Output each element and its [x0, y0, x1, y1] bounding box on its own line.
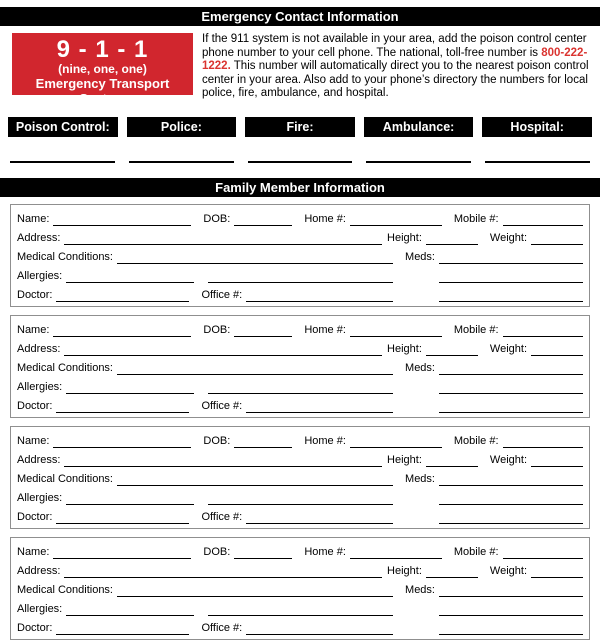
height-label: Height:: [387, 453, 422, 466]
meds-field[interactable]: [439, 474, 583, 486]
member-row-address: [17, 232, 583, 245]
mobile-phone-label: Mobile #:: [453, 212, 499, 225]
intro-text-before: If the 911 system is not available in your area, add the poison control center phone number to your cell phone. The national, toll-free number is: [202, 33, 587, 59]
family-member-block: [10, 537, 590, 640]
member-row-address: [17, 454, 583, 467]
fire-field[interactable]: [248, 161, 353, 163]
member-row-doctor: [17, 400, 583, 413]
dob-field[interactable]: [234, 214, 292, 226]
meds-field[interactable]: [439, 585, 583, 597]
meds-label: Meds:: [405, 250, 435, 263]
member-row-allergies: [17, 603, 583, 616]
allergies-field[interactable]: [66, 493, 194, 505]
office-phone-label: Office #:: [201, 621, 243, 634]
height-label: Height:: [387, 342, 422, 355]
meds-field-2[interactable]: [439, 493, 583, 505]
family-section-title: Family Member Information: [0, 178, 600, 197]
dob-field[interactable]: [234, 547, 292, 559]
emergency-contact-fields: [10, 161, 590, 163]
allergies-field[interactable]: [66, 382, 194, 394]
height-field[interactable]: [426, 344, 478, 356]
allergies-label: Allergies:: [17, 380, 63, 393]
emergency-contact-labels: [8, 117, 592, 137]
allergies-field[interactable]: [66, 604, 194, 616]
member-row-identity: [17, 435, 583, 448]
member-row-doctor: [17, 289, 583, 302]
intro-section: [12, 33, 590, 106]
allergies-label: Allergies:: [17, 491, 63, 504]
medical-conditions-label: Medical Conditions:: [17, 472, 113, 485]
member-row-identity: [17, 546, 583, 559]
home-phone-field[interactable]: [350, 214, 442, 226]
office-phone-field[interactable]: [246, 401, 393, 413]
meds-field-2[interactable]: [439, 382, 583, 394]
allergies-label: Allergies:: [17, 269, 63, 282]
dob-label: DOB:: [203, 323, 231, 336]
doctor-field[interactable]: [56, 290, 189, 302]
allergies-field-2[interactable]: [208, 382, 393, 394]
member-row-address: [17, 565, 583, 578]
doctor-label: Doctor:: [17, 399, 53, 412]
address-label: Address:: [17, 564, 61, 577]
name-label: Name:: [17, 323, 50, 336]
medical-conditions-label: Medical Conditions:: [17, 250, 113, 263]
doctor-field[interactable]: [56, 401, 189, 413]
member-row-address: [17, 343, 583, 356]
mobile-phone-label: Mobile #:: [453, 434, 499, 447]
address-field[interactable]: [64, 566, 382, 578]
doctor-label: Doctor:: [17, 621, 53, 634]
fire-label: Fire:: [245, 117, 355, 137]
meds-field-3[interactable]: [439, 401, 583, 413]
medical-conditions-field[interactable]: [117, 252, 393, 264]
medical-conditions-label: Medical Conditions:: [17, 583, 113, 596]
name-field[interactable]: [53, 547, 191, 559]
mobile-phone-label: Mobile #:: [453, 323, 499, 336]
family-members-list: [10, 204, 590, 640]
office-phone-label: Office #:: [201, 510, 243, 523]
office-phone-label: Office #:: [201, 288, 243, 301]
mobile-phone-field[interactable]: [503, 325, 583, 337]
allergies-field-2[interactable]: [208, 493, 393, 505]
weight-field[interactable]: [531, 233, 583, 245]
member-row-doctor: [17, 511, 583, 524]
home-phone-field[interactable]: [350, 325, 442, 337]
medical-conditions-label: Medical Conditions:: [17, 361, 113, 374]
doctor-field[interactable]: [56, 623, 189, 635]
allergies-field-2[interactable]: [208, 604, 393, 616]
meds-field-2[interactable]: [439, 604, 583, 616]
ambulance-field[interactable]: [366, 161, 471, 163]
dob-label: DOB:: [203, 545, 231, 558]
family-member-block: [10, 315, 590, 418]
dob-label: DOB:: [203, 434, 231, 447]
address-field[interactable]: [64, 344, 382, 356]
badge-911-label: Emergency Transport System: [35, 76, 170, 106]
dob-field[interactable]: [234, 436, 292, 448]
home-phone-label: Home #:: [304, 434, 346, 447]
medical-conditions-field[interactable]: [117, 363, 393, 375]
poison-control-label: Poison Control:: [8, 117, 118, 137]
office-phone-field[interactable]: [246, 512, 393, 524]
name-field[interactable]: [53, 325, 191, 337]
badge-911-phonetic: (nine, one, one): [58, 62, 147, 76]
meds-label: Meds:: [405, 361, 435, 374]
allergies-field[interactable]: [66, 271, 194, 283]
weight-field[interactable]: [531, 455, 583, 467]
member-row-medical: [17, 584, 583, 597]
intro-paragraph: [202, 33, 590, 101]
meds-field-3[interactable]: [439, 623, 583, 635]
home-phone-field[interactable]: [350, 436, 442, 448]
weight-field[interactable]: [531, 566, 583, 578]
meds-field[interactable]: [439, 252, 583, 264]
dob-label: DOB:: [203, 212, 231, 225]
home-phone-label: Home #:: [304, 323, 346, 336]
meds-label: Meds:: [405, 472, 435, 485]
weight-label: Weight:: [489, 342, 527, 355]
member-row-doctor: [17, 622, 583, 635]
page-title: Emergency Contact Information: [0, 7, 600, 26]
meds-field-2[interactable]: [439, 271, 583, 283]
name-field[interactable]: [53, 214, 191, 226]
weight-label: Weight:: [489, 564, 527, 577]
height-field[interactable]: [426, 455, 478, 467]
meds-field-3[interactable]: [439, 290, 583, 302]
name-label: Name:: [17, 545, 50, 558]
badge-911-number: 9 - 1 - 1: [56, 36, 149, 63]
member-row-medical: [17, 473, 583, 486]
height-label: Height:: [387, 564, 422, 577]
family-member-block: [10, 426, 590, 529]
mobile-phone-label: Mobile #:: [453, 545, 499, 558]
meds-field-3[interactable]: [439, 512, 583, 524]
weight-label: Weight:: [489, 453, 527, 466]
height-field[interactable]: [426, 566, 478, 578]
member-row-identity: [17, 213, 583, 226]
allergies-field-2[interactable]: [208, 271, 393, 283]
mobile-phone-field[interactable]: [503, 436, 583, 448]
hospital-label: Hospital:: [482, 117, 592, 137]
member-row-allergies: [17, 270, 583, 283]
address-label: Address:: [17, 453, 61, 466]
medical-conditions-field[interactable]: [117, 585, 393, 597]
doctor-label: Doctor:: [17, 510, 53, 523]
meds-label: Meds:: [405, 583, 435, 596]
name-label: Name:: [17, 212, 50, 225]
dob-field[interactable]: [234, 325, 292, 337]
address-field[interactable]: [64, 455, 382, 467]
member-row-identity: [17, 324, 583, 337]
doctor-label: Doctor:: [17, 288, 53, 301]
home-phone-label: Home #:: [304, 212, 346, 225]
poison-control-field[interactable]: [10, 161, 115, 163]
home-phone-label: Home #:: [304, 545, 346, 558]
family-member-block: [10, 204, 590, 307]
ambulance-label: Ambulance:: [364, 117, 474, 137]
meds-field[interactable]: [439, 363, 583, 375]
home-phone-field[interactable]: [350, 547, 442, 559]
intro-text-after: This number will automatically direct you to the nearest poison control center in your area. Also add to your phone’s directory the numbers for local police, fire, ambulance, and hospital.: [202, 60, 589, 100]
member-row-medical: [17, 251, 583, 264]
address-label: Address:: [17, 342, 61, 355]
address-field[interactable]: [64, 233, 382, 245]
hospital-field[interactable]: [485, 161, 590, 163]
police-field[interactable]: [129, 161, 234, 163]
office-phone-field[interactable]: [246, 290, 393, 302]
member-row-medical: [17, 362, 583, 375]
allergies-label: Allergies:: [17, 602, 63, 615]
doctor-field[interactable]: [56, 512, 189, 524]
height-label: Height:: [387, 231, 422, 244]
height-field[interactable]: [426, 233, 478, 245]
address-label: Address:: [17, 231, 61, 244]
mobile-phone-field[interactable]: [503, 547, 583, 559]
mobile-phone-field[interactable]: [503, 214, 583, 226]
weight-field[interactable]: [531, 344, 583, 356]
member-row-allergies: [17, 492, 583, 505]
member-row-allergies: [17, 381, 583, 394]
medical-conditions-field[interactable]: [117, 474, 393, 486]
name-field[interactable]: [53, 436, 191, 448]
name-label: Name:: [17, 434, 50, 447]
poison-control-phone-number: 800-222-1222.: [202, 46, 588, 73]
office-phone-label: Office #:: [201, 399, 243, 412]
office-phone-field[interactable]: [246, 623, 393, 635]
weight-label: Weight:: [489, 231, 527, 244]
police-label: Police:: [127, 117, 237, 137]
badge-911: [12, 33, 193, 106]
